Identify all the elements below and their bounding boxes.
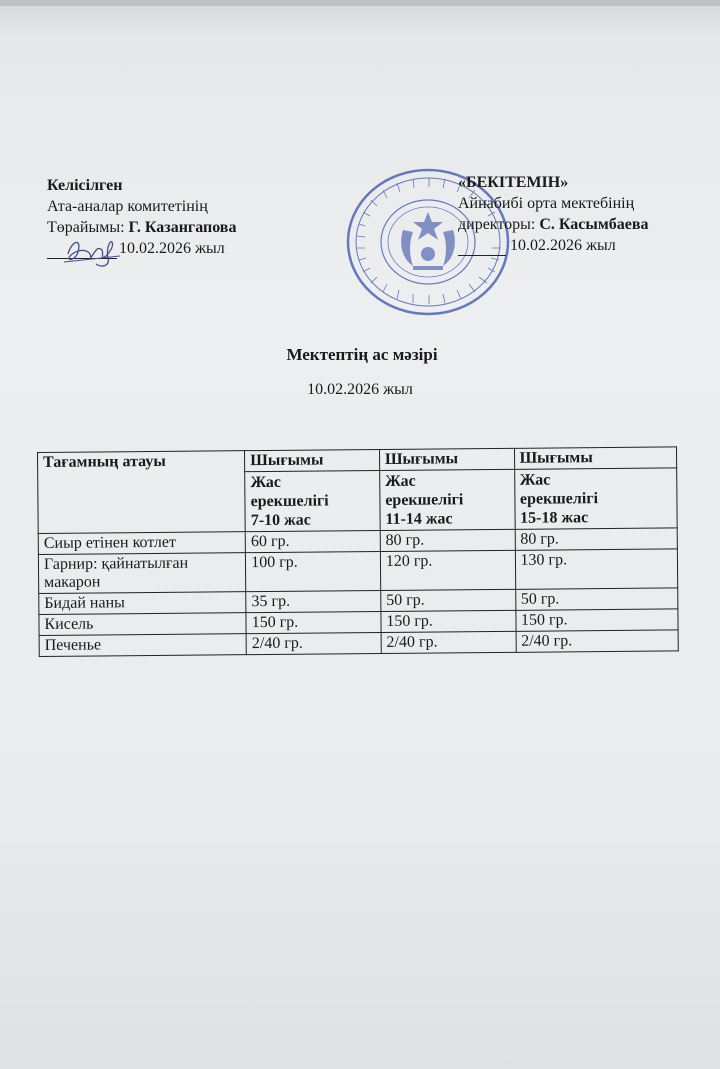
yield-value: 150 гр. — [515, 609, 678, 631]
yield-value: 120 гр. — [380, 550, 515, 590]
director-line — [458, 214, 649, 235]
header-dish-name: Тағамның атауы — [38, 451, 246, 534]
age-group-3: Жас ерекшелігі 15-18 жас — [514, 468, 677, 529]
yield-value: 100 гр. — [246, 552, 381, 592]
age-group-2: Жас ерекшелігі 11-14 жас — [380, 469, 515, 530]
age-group-1: Жас ерекшелігі 7-10 жас — [245, 471, 380, 532]
director-name: С. Касымбаева — [539, 216, 649, 233]
director-label: директоры: — [458, 216, 536, 233]
menu-date: 10.02.2026 жыл — [307, 381, 413, 398]
yield-value: 50 гр. — [515, 588, 678, 610]
yield-value: 35 гр. — [246, 591, 381, 613]
approved-block — [458, 172, 649, 256]
dish-name: Бидай наны — [39, 592, 246, 615]
dish-name: Печенье — [39, 634, 246, 657]
yield-value: 60 гр. — [245, 531, 380, 553]
table-row — [38, 549, 677, 594]
agreed-label: Келісілген — [47, 177, 123, 194]
yield-value: 80 гр. — [380, 529, 515, 551]
approve-label: «БЕКІТЕМІН» — [458, 174, 569, 191]
page-edge-shadow — [0, 0, 720, 6]
yield-value: 80 гр. — [515, 528, 678, 550]
dish-name: Сиыр етінен котлет — [38, 532, 245, 555]
table-row — [39, 630, 678, 657]
right-date: 10.02.2026 жыл — [510, 237, 616, 254]
handwritten-signature — [62, 232, 122, 272]
right-date-line — [458, 235, 649, 256]
dish-name: Гарнир: қайнатылған макарон — [38, 553, 246, 594]
yield-value: 50 гр. — [381, 589, 516, 611]
page-title: Мектептің ас мәзірі — [286, 345, 438, 364]
yield-value: 150 гр. — [381, 610, 516, 632]
chair-label: Төрайымы: — [47, 219, 125, 236]
yield-value: 2/40 гр. — [246, 633, 381, 655]
chair-name: Г. Казангапова — [128, 219, 237, 236]
yield-value: 130 гр. — [515, 549, 678, 589]
director-signature-line — [458, 241, 506, 256]
yield-value: 150 гр. — [246, 612, 381, 634]
header-yield-1: Шығымы — [245, 450, 380, 472]
header-yield-3: Шығымы — [514, 447, 677, 469]
yield-value: 2/40 гр. — [381, 631, 516, 653]
menu-table — [37, 446, 679, 657]
yield-value: 2/40 гр. — [516, 630, 679, 652]
committee-text: Ата-аналар комитетінің — [47, 198, 208, 215]
left-date: 10.02.2026 жыл — [119, 240, 225, 257]
header-yield-2: Шығымы — [379, 448, 514, 470]
school-text: Айнабибі орта мектебінің — [458, 195, 635, 212]
dish-name: Кисель — [39, 613, 246, 636]
